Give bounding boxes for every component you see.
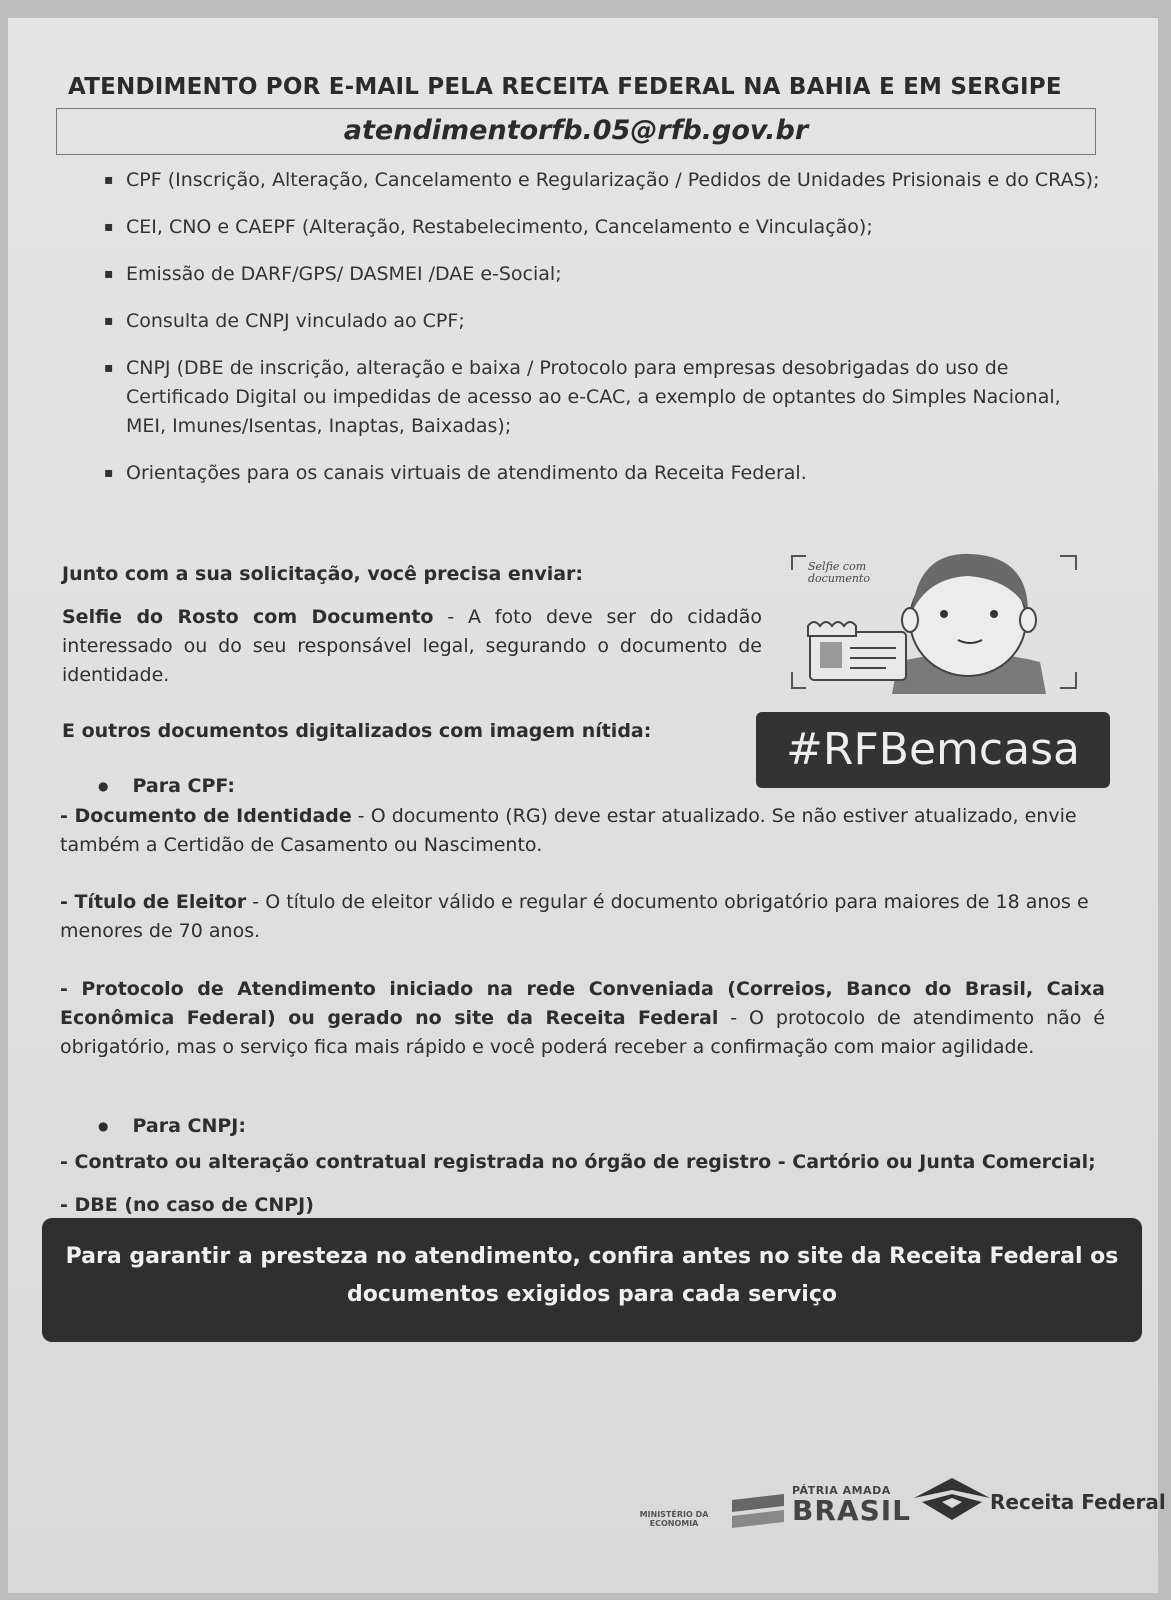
cnpj-heading: Para CNPJ: <box>132 1115 246 1137</box>
patria-amada-brasil-logo <box>792 1484 911 1544</box>
brasil-logo-icon <box>730 1492 786 1532</box>
cpf-heading-row <box>98 772 235 801</box>
cnpj-item: - Contrato ou alteração contratual registrada no órgão de registro - Cartório ou Junta Comercial; <box>60 1151 1096 1173</box>
service-item: ▪ CNPJ (DBE de inscrição, alteração e baixa / Protocolo para empresas desobrigadas do uso de Certificado Digital ou impedidas de acesso ao e-CAC, a exemplo de optantes do Simples Nacional, MEI, Imunes/Isentas, Inaptas, Baixadas); <box>104 354 1104 441</box>
cpf-item-text: - O título de eleitor válido e regular é documento obrigatório para maiores de 18 anos e menores de 70 anos. <box>60 891 1089 942</box>
cnpj-heading-row <box>98 1112 246 1141</box>
selfie-illustration <box>788 552 1088 702</box>
cpf-item-label: - Título de Eleitor <box>60 891 247 913</box>
cpf-item-voter <box>60 888 1105 946</box>
receita-federal-text: Receita Federal <box>990 1490 1166 1514</box>
cpf-item-protocol <box>60 975 1105 1062</box>
bullet-icon: ● <box>98 779 109 793</box>
email-address: atendimentorfb.05@rfb.gov.br <box>56 108 1096 155</box>
notice-banner: Para garantir a presteza no atendimento, confira antes no site da Receita Federal os documentos exigidos para cada serviço <box>42 1218 1142 1342</box>
service-item: ▪ Emissão de DARF/GPS/ DASMEI /DAE e-Social; <box>104 260 1104 289</box>
ministerio-logo-text: MINISTÉRIO DA ECONOMIA <box>639 1510 709 1528</box>
other-docs-heading: E outros documentos digitalizados com imagem nítida: <box>62 720 652 742</box>
selfie-paragraph <box>62 603 762 690</box>
service-item: ▪ CPF (Inscrição, Alteração, Cancelamento e Regularização / Pedidos de Unidades Prisionais e do CRAS); <box>104 166 1104 195</box>
send-heading: Junto com a sua solicitação, você precisa enviar: <box>62 563 584 585</box>
bullet-icon: ● <box>98 1119 109 1133</box>
cpf-heading: Para CPF: <box>132 775 235 797</box>
selfie-label: Selfie do Rosto com Documento <box>62 606 434 628</box>
hashtag-banner: #RFBemcasa <box>756 712 1110 788</box>
cpf-item-text: - O protocolo de atendimento não é obrigatório, mas o serviço fica mais rápido e você poderá receber a confirmação com maior agilidade. <box>60 1007 1105 1058</box>
brasil-text: BRASIL <box>792 1494 911 1527</box>
cpf-item-identity <box>60 802 1105 860</box>
selfie-text: - A foto deve ser do cidadão interessado ou do seu responsável legal, segurando o documento de identidade. <box>62 606 763 686</box>
services-list <box>104 166 1104 506</box>
patria-text: PÁTRIA AMADA <box>792 1484 891 1497</box>
service-item: ▪ Orientações para os canais virtuais de atendimento da Receita Federal. <box>104 459 1104 488</box>
receita-federal-logo-icon <box>912 1476 992 1522</box>
cpf-item-label: - Protocolo de Atendimento iniciado na rede Conveniada (Correios, Banco do Brasil, Caixa Econômica Federal) ou gerado no site da Receita Federal <box>60 978 1105 1029</box>
service-item: ▪ Consulta de CNPJ vinculado ao CPF; <box>104 307 1104 336</box>
service-item: ▪ CEI, CNO e CAEPF (Alteração, Restabelecimento, Cancelamento e Vinculação); <box>104 213 1104 242</box>
svg-text:Selfie com: Selfie com <box>808 560 867 573</box>
cpf-item-text: - O documento (RG) deve estar atualizado. Se não estiver atualizado, envie também a Certidão de Casamento ou Nascimento. <box>60 805 1077 856</box>
cpf-item-label: - Documento de Identidade <box>60 805 352 827</box>
cnpj-item: - DBE (no caso de CNPJ) <box>60 1194 314 1216</box>
page-title: ATENDIMENTO POR E-MAIL PELA RECEITA FEDERAL NA BAHIA E EM SERGIPE <box>68 74 1062 100</box>
svg-text:documento: documento <box>808 572 870 585</box>
